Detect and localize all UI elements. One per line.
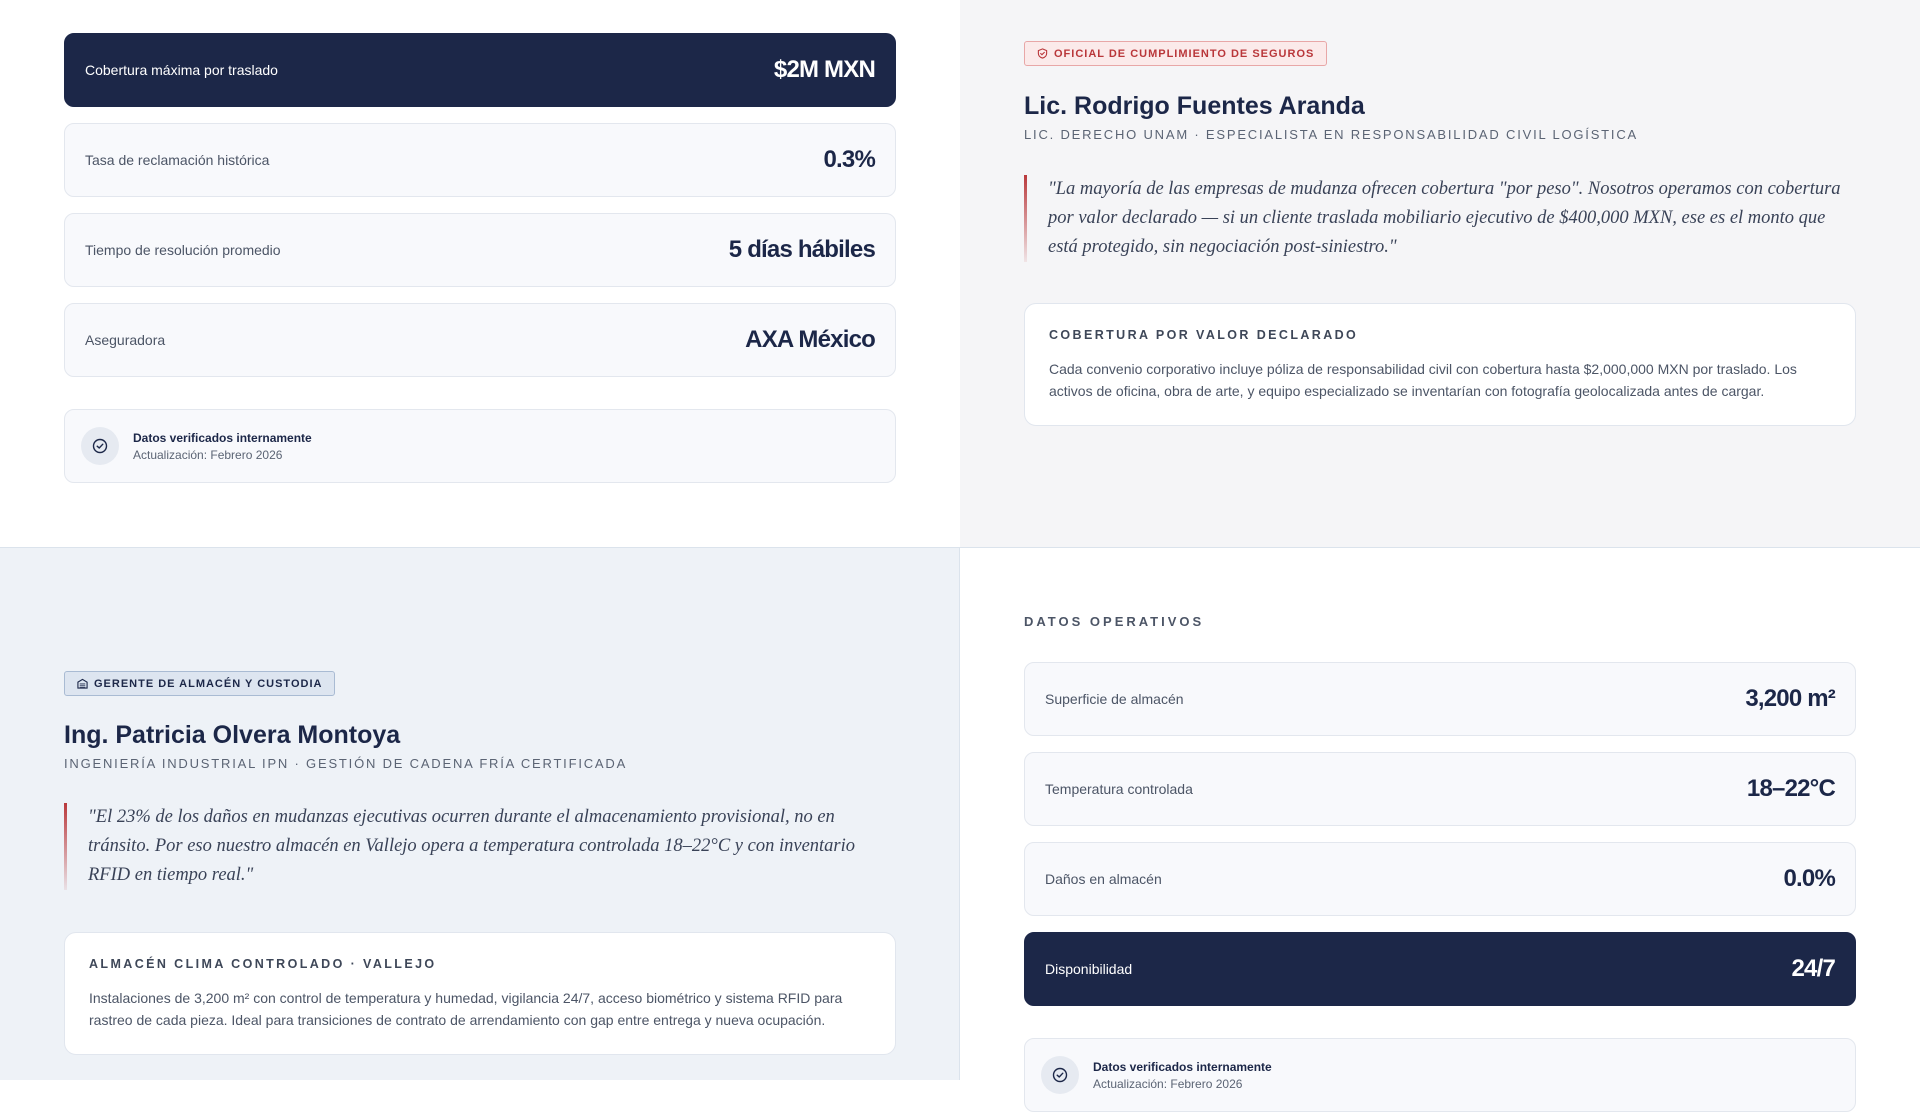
stat-card-storage-damage bbox=[1024, 842, 1856, 916]
person-name: Lic. Rodrigo Fuentes Aranda bbox=[1024, 92, 1365, 120]
verified-subtitle: Actualización: Febrero 2026 bbox=[1093, 1076, 1243, 1091]
insurance-stats-panel bbox=[0, 0, 960, 547]
warehouse-manager-panel bbox=[0, 547, 960, 1080]
shield-icon bbox=[1037, 48, 1048, 59]
role-badge-label: OFICIAL DE CUMPLIMIENTO DE SEGUROS bbox=[1054, 47, 1315, 60]
person-credentials: LIC. DERECHO UNAM · ESPECIALISTA EN RESPONSABILIDAD CIVIL LOGÍSTICA bbox=[1024, 127, 1638, 142]
info-card-title: ALMACÉN CLIMA CONTROLADO · VALLEJO bbox=[89, 957, 437, 971]
warehouse-icon bbox=[77, 678, 88, 689]
stat-card-warehouse-area bbox=[1024, 662, 1856, 736]
verified-data-note bbox=[64, 409, 896, 483]
stat-card-insurer bbox=[64, 303, 896, 377]
section-title: DATOS OPERATIVOS bbox=[1024, 614, 1205, 629]
compliance-officer-panel bbox=[960, 0, 1920, 547]
operations-data-panel bbox=[960, 547, 1920, 1091]
stat-value: 0.3% bbox=[823, 146, 875, 173]
stat-label: Temperatura controlada bbox=[1045, 781, 1193, 797]
testimonial-quote: "La mayoría de las empresas de mudanza ofrecen cobertura "por peso". Nosotros operamos con cobertura por valor declarado — si un cliente traslada mobiliario ejecutivo de $400,000 MXN, ese es el monto que está protegido, sin negociación post-siniestro." bbox=[1024, 175, 1859, 262]
check-circle-icon bbox=[1041, 1056, 1079, 1094]
stat-value: 18–22°C bbox=[1746, 775, 1835, 802]
info-card-declared-value bbox=[1024, 303, 1856, 426]
stat-card-max-coverage bbox=[64, 33, 896, 107]
verified-title: Datos verificados internamente bbox=[133, 430, 312, 445]
stat-label: Tiempo de resolución promedio bbox=[85, 242, 281, 258]
stat-label: Cobertura máxima por traslado bbox=[85, 62, 278, 78]
role-badge bbox=[64, 671, 335, 696]
role-badge bbox=[1024, 41, 1327, 66]
stat-value: AXA México bbox=[745, 326, 875, 353]
verified-data-note bbox=[1024, 1038, 1856, 1112]
stat-label: Tasa de reclamación histórica bbox=[85, 152, 270, 168]
verified-title: Datos verificados internamente bbox=[1093, 1059, 1272, 1074]
stat-label: Aseguradora bbox=[85, 332, 166, 348]
stat-label: Daños en almacén bbox=[1045, 871, 1162, 887]
testimonial-quote: "El 23% de los daños en mudanzas ejecutivas ocurren durante el almacenamiento provisional, no en tránsito. Por eso nuestro almacén en Vallejo opera a temperatura controlada 18–22°C y con inventario RFID en tiempo real." bbox=[64, 803, 899, 890]
stat-card-claim-rate bbox=[64, 123, 896, 197]
stat-value: $2M MXN bbox=[773, 56, 875, 83]
stat-value: 3,200 m² bbox=[1745, 685, 1835, 712]
info-card-body: Instalaciones de 3,200 m² con control de temperatura y humedad, vigilancia 24/7, acceso biométrico y sistema RFID para rastreo de cada pieza. Ideal para transiciones de contrato de arrendamiento con gap entre entrega y nueva ocupación. bbox=[89, 990, 843, 1028]
stat-label: Superficie de almacén bbox=[1045, 691, 1184, 707]
person-name: Ing. Patricia Olvera Montoya bbox=[64, 721, 401, 749]
stat-card-availability bbox=[1024, 932, 1856, 1006]
stat-value: 5 días hábiles bbox=[728, 236, 875, 263]
role-badge-label: GERENTE DE ALMACÉN Y CUSTODIA bbox=[94, 677, 323, 690]
stat-card-temperature bbox=[1024, 752, 1856, 826]
info-card-warehouse bbox=[64, 932, 896, 1055]
person-credentials: INGENIERÍA INDUSTRIAL IPN · GESTIÓN DE CADENA FRÍA CERTIFICADA bbox=[64, 756, 628, 771]
stat-value: 24/7 bbox=[1791, 955, 1835, 982]
verified-subtitle: Actualización: Febrero 2026 bbox=[133, 447, 283, 462]
info-card-title: COBERTURA POR VALOR DECLARADO bbox=[1049, 328, 1359, 342]
stat-card-resolution-time bbox=[64, 213, 896, 287]
stat-value: 0.0% bbox=[1783, 865, 1835, 892]
check-circle-icon bbox=[81, 427, 119, 465]
info-card-body: Cada convenio corporativo incluye póliza de responsabilidad civil con cobertura hasta $2,000,000 MXN por traslado. Los activos de oficina, obra de arte, y equipo especializado se inventarían con fotografía geolocalizada antes de cargar. bbox=[1049, 361, 1797, 399]
stat-label: Disponibilidad bbox=[1045, 961, 1133, 977]
